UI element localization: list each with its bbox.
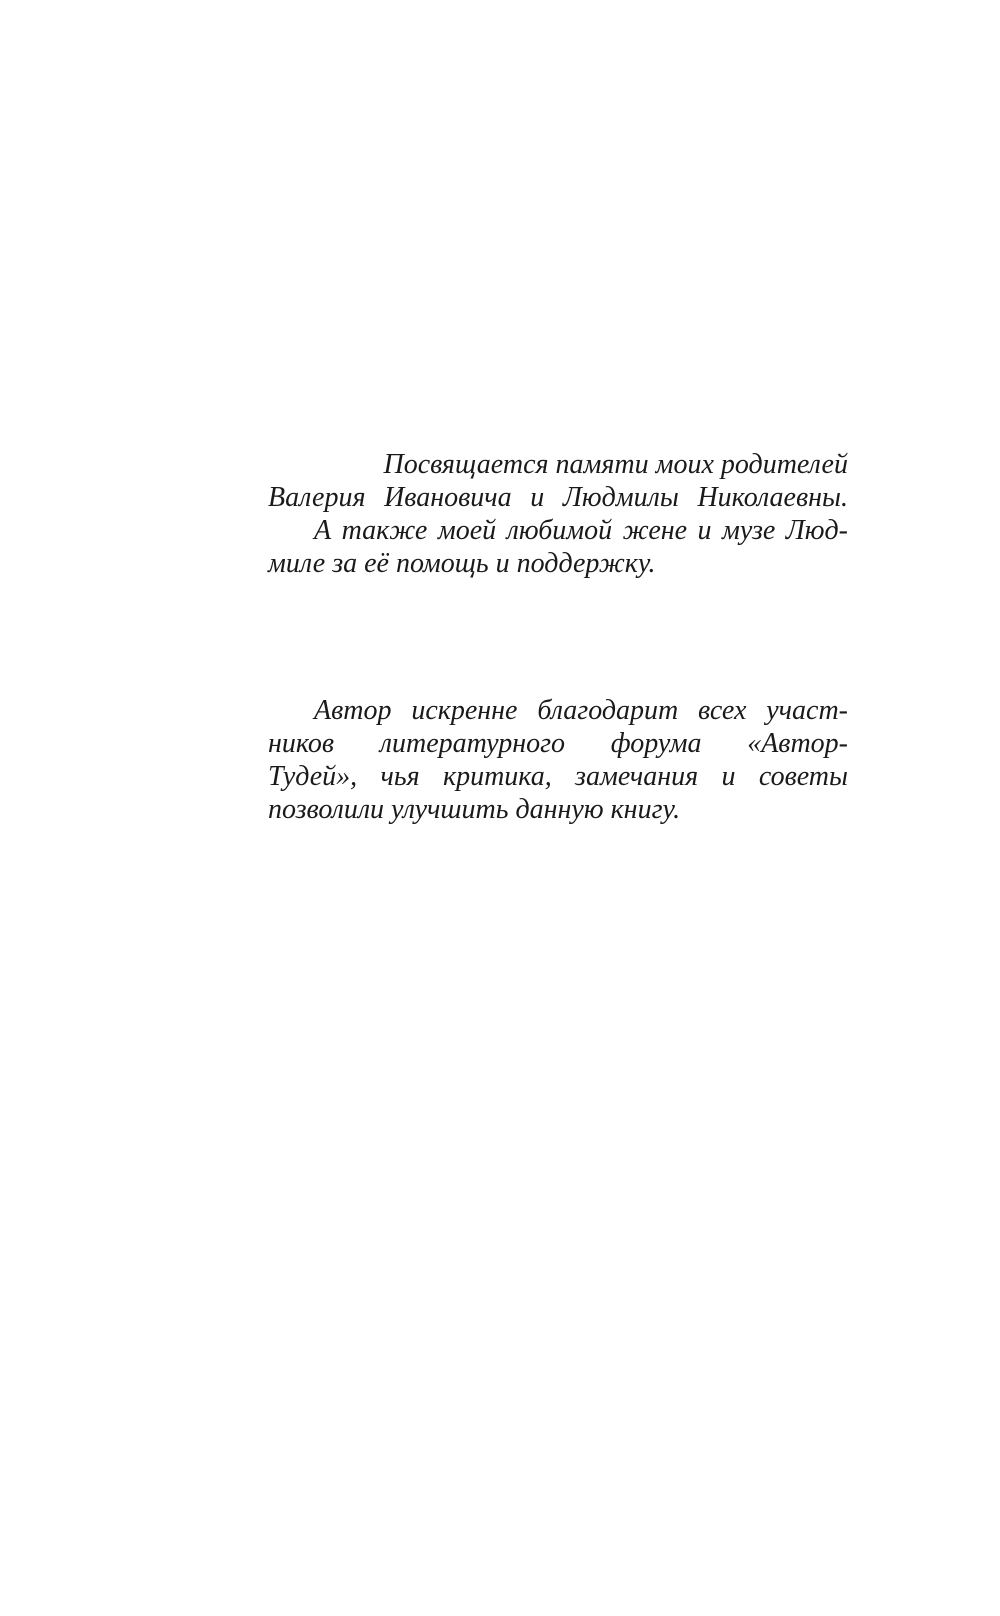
dedication-line-2: Валерия Ивановича и Людмилы Николаевны.	[268, 482, 848, 513]
acknowledgement-line-1: Автор искренне благодарит всех участ-	[314, 695, 848, 726]
acknowledgement-block	[268, 694, 848, 826]
acknowledgement-line-4: позволили улучшить данную книгу.	[268, 794, 681, 825]
dedication-block	[268, 448, 848, 580]
dedication-line-4: миле за её помощь и поддержку.	[268, 548, 656, 579]
acknowledgement-line-2: ников литературного форума «Автор-	[268, 728, 848, 759]
dedication-line-1: Посвящается памяти моих родителей	[383, 449, 848, 480]
acknowledgement-line-3: Тудей», чья критика, замечания и советы	[268, 761, 848, 792]
dedication-line-3: А также моей любимой жене и музе Люд-	[314, 515, 848, 546]
